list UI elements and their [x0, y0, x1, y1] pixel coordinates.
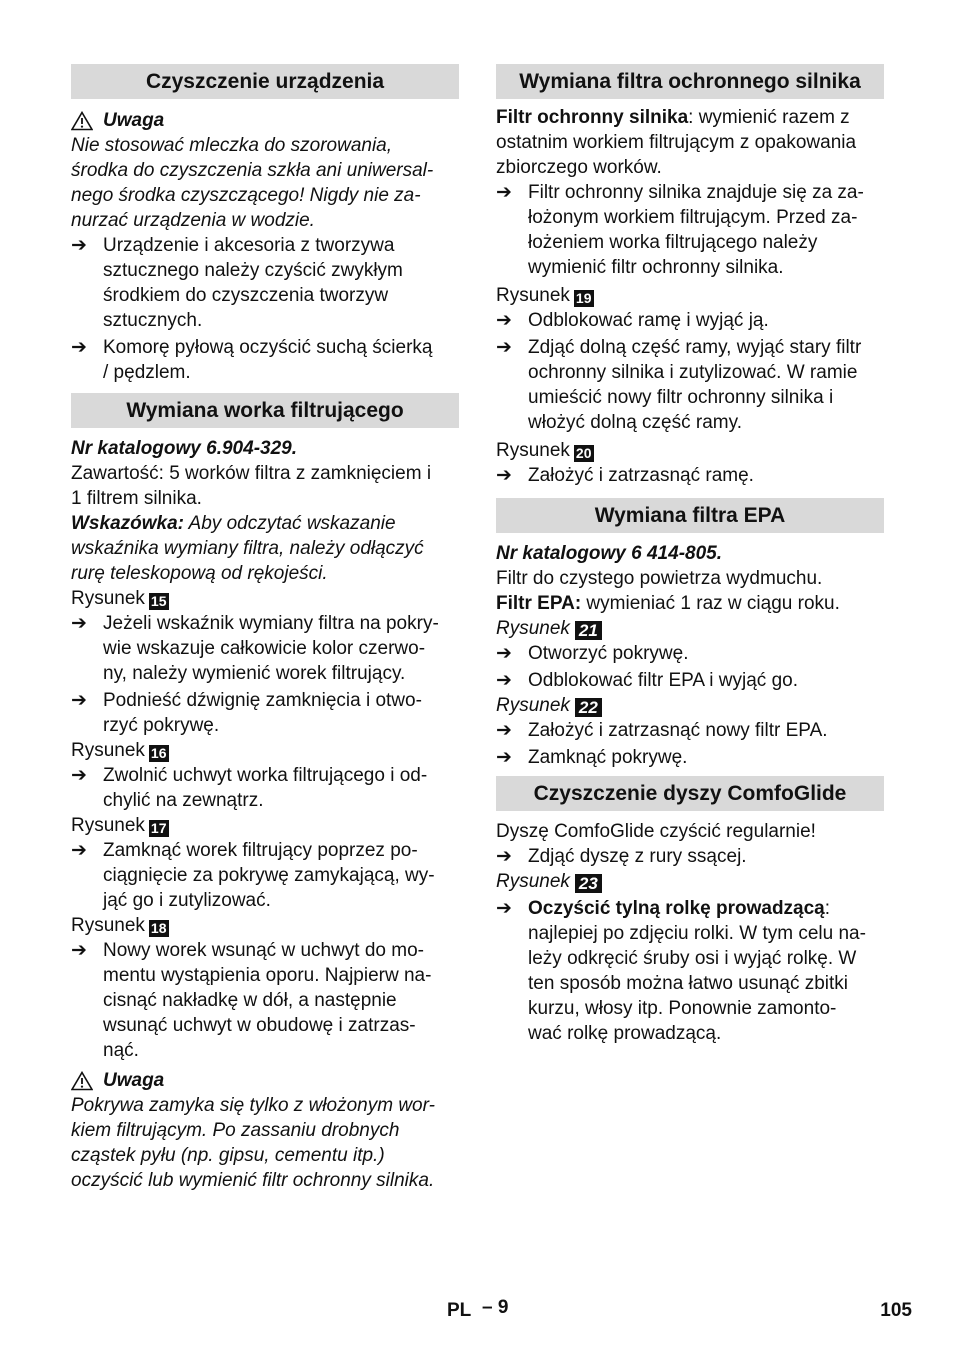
instruction-step	[71, 838, 459, 913]
text-line: wie wskazuje całkowicie kolor czerwo-	[103, 638, 426, 659]
figure-label: Rysunek	[496, 285, 570, 306]
footer-section-page: – 9	[482, 1297, 509, 1318]
package-contents	[71, 461, 459, 511]
instruction-step	[496, 896, 884, 1046]
figure-reference	[71, 586, 459, 611]
instruction-step	[496, 718, 884, 743]
right-arrow-icon: ➔	[496, 310, 512, 331]
hint-label: Wskazówka:	[71, 513, 184, 534]
figure-number-badge: 20	[575, 445, 592, 461]
text-line: zbiorczego worków.	[496, 157, 662, 178]
page-number: 105	[880, 1300, 912, 1321]
text-line: chylić na zewnątrz.	[103, 790, 264, 811]
text-line: kurzu, włosy itp. Ponownie zamonto-	[528, 998, 837, 1019]
catalog-number: Nr katalogowy 6.904-329.	[71, 438, 297, 459]
text-line: Filtr ochronny silnika znajduje się za za-	[528, 182, 864, 203]
instruction-step	[71, 688, 459, 738]
instruction-step	[496, 844, 884, 869]
text-line: wać rolkę prowadzącą.	[528, 1023, 722, 1044]
footer-language: PL	[447, 1300, 472, 1321]
left-column	[71, 64, 459, 1193]
right-arrow-icon: ➔	[496, 720, 512, 741]
text-line: Otworzyć pokrywę.	[528, 643, 689, 664]
figure-reference	[496, 438, 884, 463]
figure-label: Rysunek	[71, 588, 145, 609]
text-line: Urządzenie i akcesoria z tworzywa	[103, 235, 395, 256]
figure-number-badge: 23	[575, 874, 602, 893]
figure-reference	[496, 616, 884, 641]
figure-label: Rysunek	[496, 440, 570, 461]
section-heading: Czyszczenie urządzenia	[71, 64, 459, 99]
text-line: włożyć dolną część ramy.	[528, 412, 742, 433]
text-line: wymienić filtr ochronny silnika.	[528, 257, 784, 278]
figure-reference	[496, 283, 884, 308]
replacement-interval	[496, 591, 884, 616]
text-line: ciągnięcie za pokrywę zamykającą, wy-	[103, 865, 435, 886]
text-line: Założyć i zatrzasnąć nowy filtr EPA.	[528, 720, 828, 741]
text-line: Komorę pyłową oczyścić suchą ścierką	[103, 337, 433, 358]
right-arrow-icon: ➔	[71, 613, 87, 634]
text-line: Dyszę ComfoGlide czyścić regularnie!	[496, 821, 816, 842]
instruction-step	[496, 745, 884, 770]
figure-reference	[71, 813, 459, 838]
text-line: Jeżeli wskaźnik wymiany filtra na pokry-	[103, 613, 439, 634]
figure-reference	[496, 869, 884, 894]
section-heading: Wymiana filtra EPA	[496, 498, 884, 533]
figure-number-badge: 16	[150, 745, 167, 761]
figure-number-badge: 19	[575, 290, 592, 306]
instruction-step	[71, 938, 459, 1063]
text-line: cisnąć nakładkę w dół, a następnie	[103, 990, 397, 1011]
text-line: Zamknąć worek filtrujący poprzez po-	[103, 840, 418, 861]
text-line: wymieniać 1 raz w ciągu roku.	[581, 593, 840, 614]
text-line: :	[824, 898, 831, 919]
text-line: jąć go i zutylizować.	[103, 890, 271, 911]
figure-label: Rysunek	[496, 618, 570, 639]
text-line: Zawartość: 5 worków filtra z zamknięciem i	[71, 463, 432, 484]
text-line: Nie stosować mleczka do szorowania,	[71, 135, 393, 156]
caution-title-text: Uwaga	[103, 110, 165, 131]
right-arrow-icon: ➔	[496, 182, 512, 203]
text-line: Odblokować filtr EPA i wyjąć go.	[528, 670, 798, 691]
text-line: rzyć pokrywę.	[103, 715, 220, 736]
section-heading: Czyszczenie dyszy ComfoGlide	[496, 776, 884, 811]
text-line: wskaźnika wymiany filtra, należy odłączyć	[71, 538, 424, 559]
text-line: cząstek pyłu (np. gipsu, cementu itp.)	[71, 1145, 385, 1166]
figure-label: Rysunek	[71, 740, 145, 761]
figure-label: Rysunek	[496, 695, 570, 716]
right-arrow-icon: ➔	[71, 940, 87, 961]
instruction-step	[71, 233, 459, 333]
right-arrow-icon: ➔	[496, 898, 512, 919]
right-arrow-icon: ➔	[496, 465, 512, 486]
figure-label: Rysunek	[71, 815, 145, 836]
instruction-step	[496, 641, 884, 666]
instruction-step	[496, 180, 884, 280]
text-line: ochronny silnika i zutylizować. W ramie	[528, 362, 858, 383]
text-line: ostatnim workiem filtrującym z opakowania	[496, 132, 857, 153]
instruction-step	[496, 335, 884, 435]
instruction-step	[496, 668, 884, 693]
text-line: leży odkręcić śruby osi i wyjąć rolkę. W	[528, 948, 857, 969]
instruction-step	[71, 611, 459, 686]
text-line: sztucznych.	[103, 310, 203, 331]
figure-number-badge: 17	[150, 820, 167, 836]
text-line: Założyć i zatrzasnąć ramę.	[528, 465, 754, 486]
figure-number-badge: 15	[150, 593, 167, 609]
text-line: ten sposób można łatwo usunąć zbitki	[528, 973, 849, 994]
right-arrow-icon: ➔	[496, 337, 512, 358]
right-arrow-icon: ➔	[496, 670, 512, 691]
figure-reference	[496, 693, 884, 718]
figure-label: Rysunek	[71, 915, 145, 936]
section-heading: Wymiana worka filtrującego	[71, 393, 459, 428]
text-line: oczyścić lub wymienić filtr ochronny silnika.	[71, 1170, 435, 1191]
instruction-step	[71, 335, 459, 385]
right-arrow-icon: ➔	[496, 747, 512, 768]
instruction-step	[71, 763, 459, 813]
intro-text	[496, 105, 884, 180]
text-line: nurzać urządzenia w wodzie.	[71, 210, 315, 231]
bold-label: Filtr EPA:	[496, 593, 582, 614]
caution-title-text: Uwaga	[103, 1070, 165, 1091]
text-line: Filtr do czystego powietrza wydmuchu.	[496, 568, 823, 589]
text-line: Nowy worek wsunąć w uchwyt do mo-	[103, 940, 424, 961]
text-line: Odblokować ramę i wyjąć ją.	[528, 310, 769, 331]
right-arrow-icon: ➔	[496, 846, 512, 867]
bold-label: Oczyścić tylną rolkę prowadzącą	[528, 898, 825, 919]
text-line: mentu wystąpienia oporu. Najpierw na-	[103, 965, 432, 986]
text-line: sztucznego należy czyścić zwykłym	[103, 260, 403, 281]
text-line: Pokrywa zamyka się tylko z włożonym wor-	[71, 1095, 435, 1116]
warning-triangle-icon	[71, 111, 93, 131]
instruction-step	[496, 463, 884, 488]
figure-number-badge: 18	[150, 920, 167, 936]
text-line: kiem filtrującym. Po zassaniu drobnych	[71, 1120, 400, 1141]
text-line: wsunąć uchwyt w obudowę i zatrzas-	[103, 1015, 416, 1036]
text-line: Zdjąć dolną część ramy, wyjąć stary filtr	[528, 337, 862, 358]
figure-label: Rysunek	[496, 871, 570, 892]
instruction-step	[496, 308, 884, 333]
text-line: środkiem do czyszczenia tworzyw	[103, 285, 389, 306]
hint-text	[71, 511, 459, 586]
text-line: łożonym workiem filtrującym. Przed za-	[528, 207, 858, 228]
caution-text	[71, 1093, 459, 1193]
text-line: ny, należy wymienić worek filtrujący.	[103, 663, 406, 684]
right-arrow-icon: ➔	[496, 643, 512, 664]
right-arrow-icon: ➔	[71, 690, 87, 711]
catalog-number: Nr katalogowy 6 414-805.	[496, 543, 722, 564]
right-arrow-icon: ➔	[71, 765, 87, 786]
text-line: 1 filtrem silnika.	[71, 488, 202, 509]
text-line: : wymienić razem z	[688, 107, 850, 128]
text-line: nego środka czyszczącego! Nigdy nie za-	[71, 185, 421, 206]
text-line: Zdjąć dyszę z rury ssącej.	[528, 846, 747, 867]
intro-bold-label: Filtr ochronny silnika	[496, 107, 689, 128]
figure-reference	[71, 913, 459, 938]
caution-title	[71, 108, 459, 133]
caution-text	[71, 133, 459, 233]
right-arrow-icon: ➔	[71, 235, 87, 256]
text-line: środka do czyszczenia szkła ani uniwersal-	[71, 160, 434, 181]
right-arrow-icon: ➔	[71, 337, 87, 358]
text-line: rurę teleskopową od rękojeści.	[71, 563, 328, 584]
figure-number-badge: 21	[575, 621, 602, 640]
text-line: Aby odczytać wskazanie	[183, 513, 396, 534]
text-line: Zamknąć pokrywę.	[528, 747, 688, 768]
section-heading: Wymiana filtra ochronnego silnika	[496, 64, 884, 99]
text-line: łożeniem worka filtrującego należy	[528, 232, 818, 253]
right-arrow-icon: ➔	[71, 840, 87, 861]
figure-reference	[71, 738, 459, 763]
text-line: umieścić nowy filtr ochronny silnika i	[528, 387, 834, 408]
text-line: / pędzlem.	[103, 362, 191, 383]
text-line: Zwolnić uchwyt worka filtrującego i od-	[103, 765, 428, 786]
text-line: najlepiej po zdjęciu rolki. W tym celu na-	[528, 923, 866, 944]
caution-title	[71, 1068, 459, 1093]
warning-triangle-icon	[71, 1071, 93, 1091]
figure-number-badge: 22	[575, 698, 602, 717]
text-line: nąć.	[103, 1040, 139, 1061]
right-column	[496, 64, 884, 1046]
text-line: Podnieść dźwignię zamknięcia i otwo-	[103, 690, 422, 711]
